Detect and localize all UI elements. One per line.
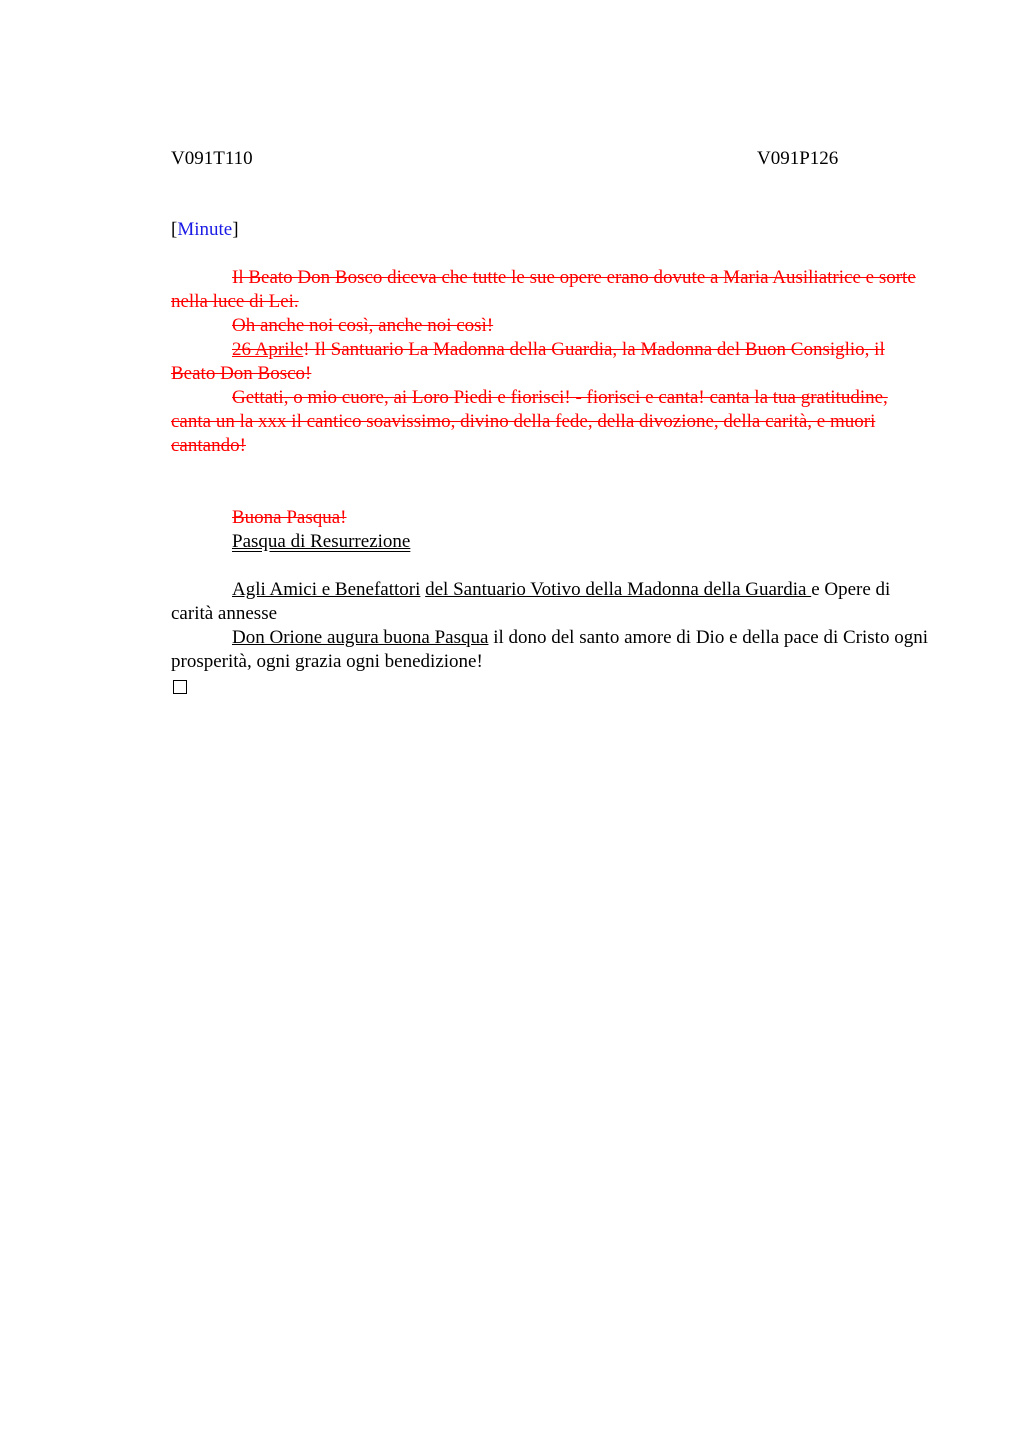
section-label xyxy=(171,218,931,242)
document-title: Pasqua di Resurrezione xyxy=(232,531,411,552)
document-code-left: V091T110 xyxy=(171,148,253,169)
deleted-paragraph-3 xyxy=(171,338,931,386)
sanctuary-text: del Santuario Votivo della Madonna della Guardia xyxy=(425,579,812,600)
recipients-text: Agli Amici e Benefattori xyxy=(232,579,421,600)
deleted-greeting: Buona Pasqua! xyxy=(232,507,347,528)
deleted-paragraph-1: Il Beato Don Bosco diceva che tutte le sue opere erano dovute a Maria Ausiliatrice e sorte nella luce di Lei. xyxy=(171,267,916,312)
document-code-right: V091P126 xyxy=(757,148,839,169)
deleted-block xyxy=(171,266,931,458)
greeting-block xyxy=(171,506,931,554)
works-text: e Opere di carità annesse xyxy=(171,579,891,624)
document-header xyxy=(171,147,931,171)
label-open-bracket: [ xyxy=(171,219,178,240)
end-box-icon xyxy=(173,680,187,694)
title-paragraph xyxy=(171,530,931,554)
body-paragraph-2 xyxy=(171,626,931,674)
deleted-date: 26 Aprile xyxy=(232,339,304,360)
deleted-paragraph-2: Oh anche noi così, anche noi così! xyxy=(232,315,494,336)
body-block xyxy=(171,578,931,701)
greeting-text: Don Orione augura buona Pasqua xyxy=(232,627,489,648)
end-box-row xyxy=(171,674,931,701)
label-close-bracket: ] xyxy=(232,219,239,240)
body-paragraph-1 xyxy=(171,578,931,626)
label-minute: Minute xyxy=(177,219,233,240)
blessing-text: il dono del santo amore di Dio e della pace di Cristo ogni prosperità, ogni grazia ogni benedizione! xyxy=(171,627,928,672)
deleted-paragraph-4: Gettati, o mio cuore, ai Loro Piedi e fiorisci! - fiorisci e canta! canta la tua gratitudine, canta un la xxx il cantico soavissimo, divino della fede, della divozione, della carità, e muori cantando! xyxy=(171,387,888,456)
deleted-paragraph-3-text: ! Il Santuario La Madonna della Guardia, la Madonna del Buon Consiglio, il Beato Don Bosco! xyxy=(171,339,885,384)
document-page xyxy=(171,147,931,701)
